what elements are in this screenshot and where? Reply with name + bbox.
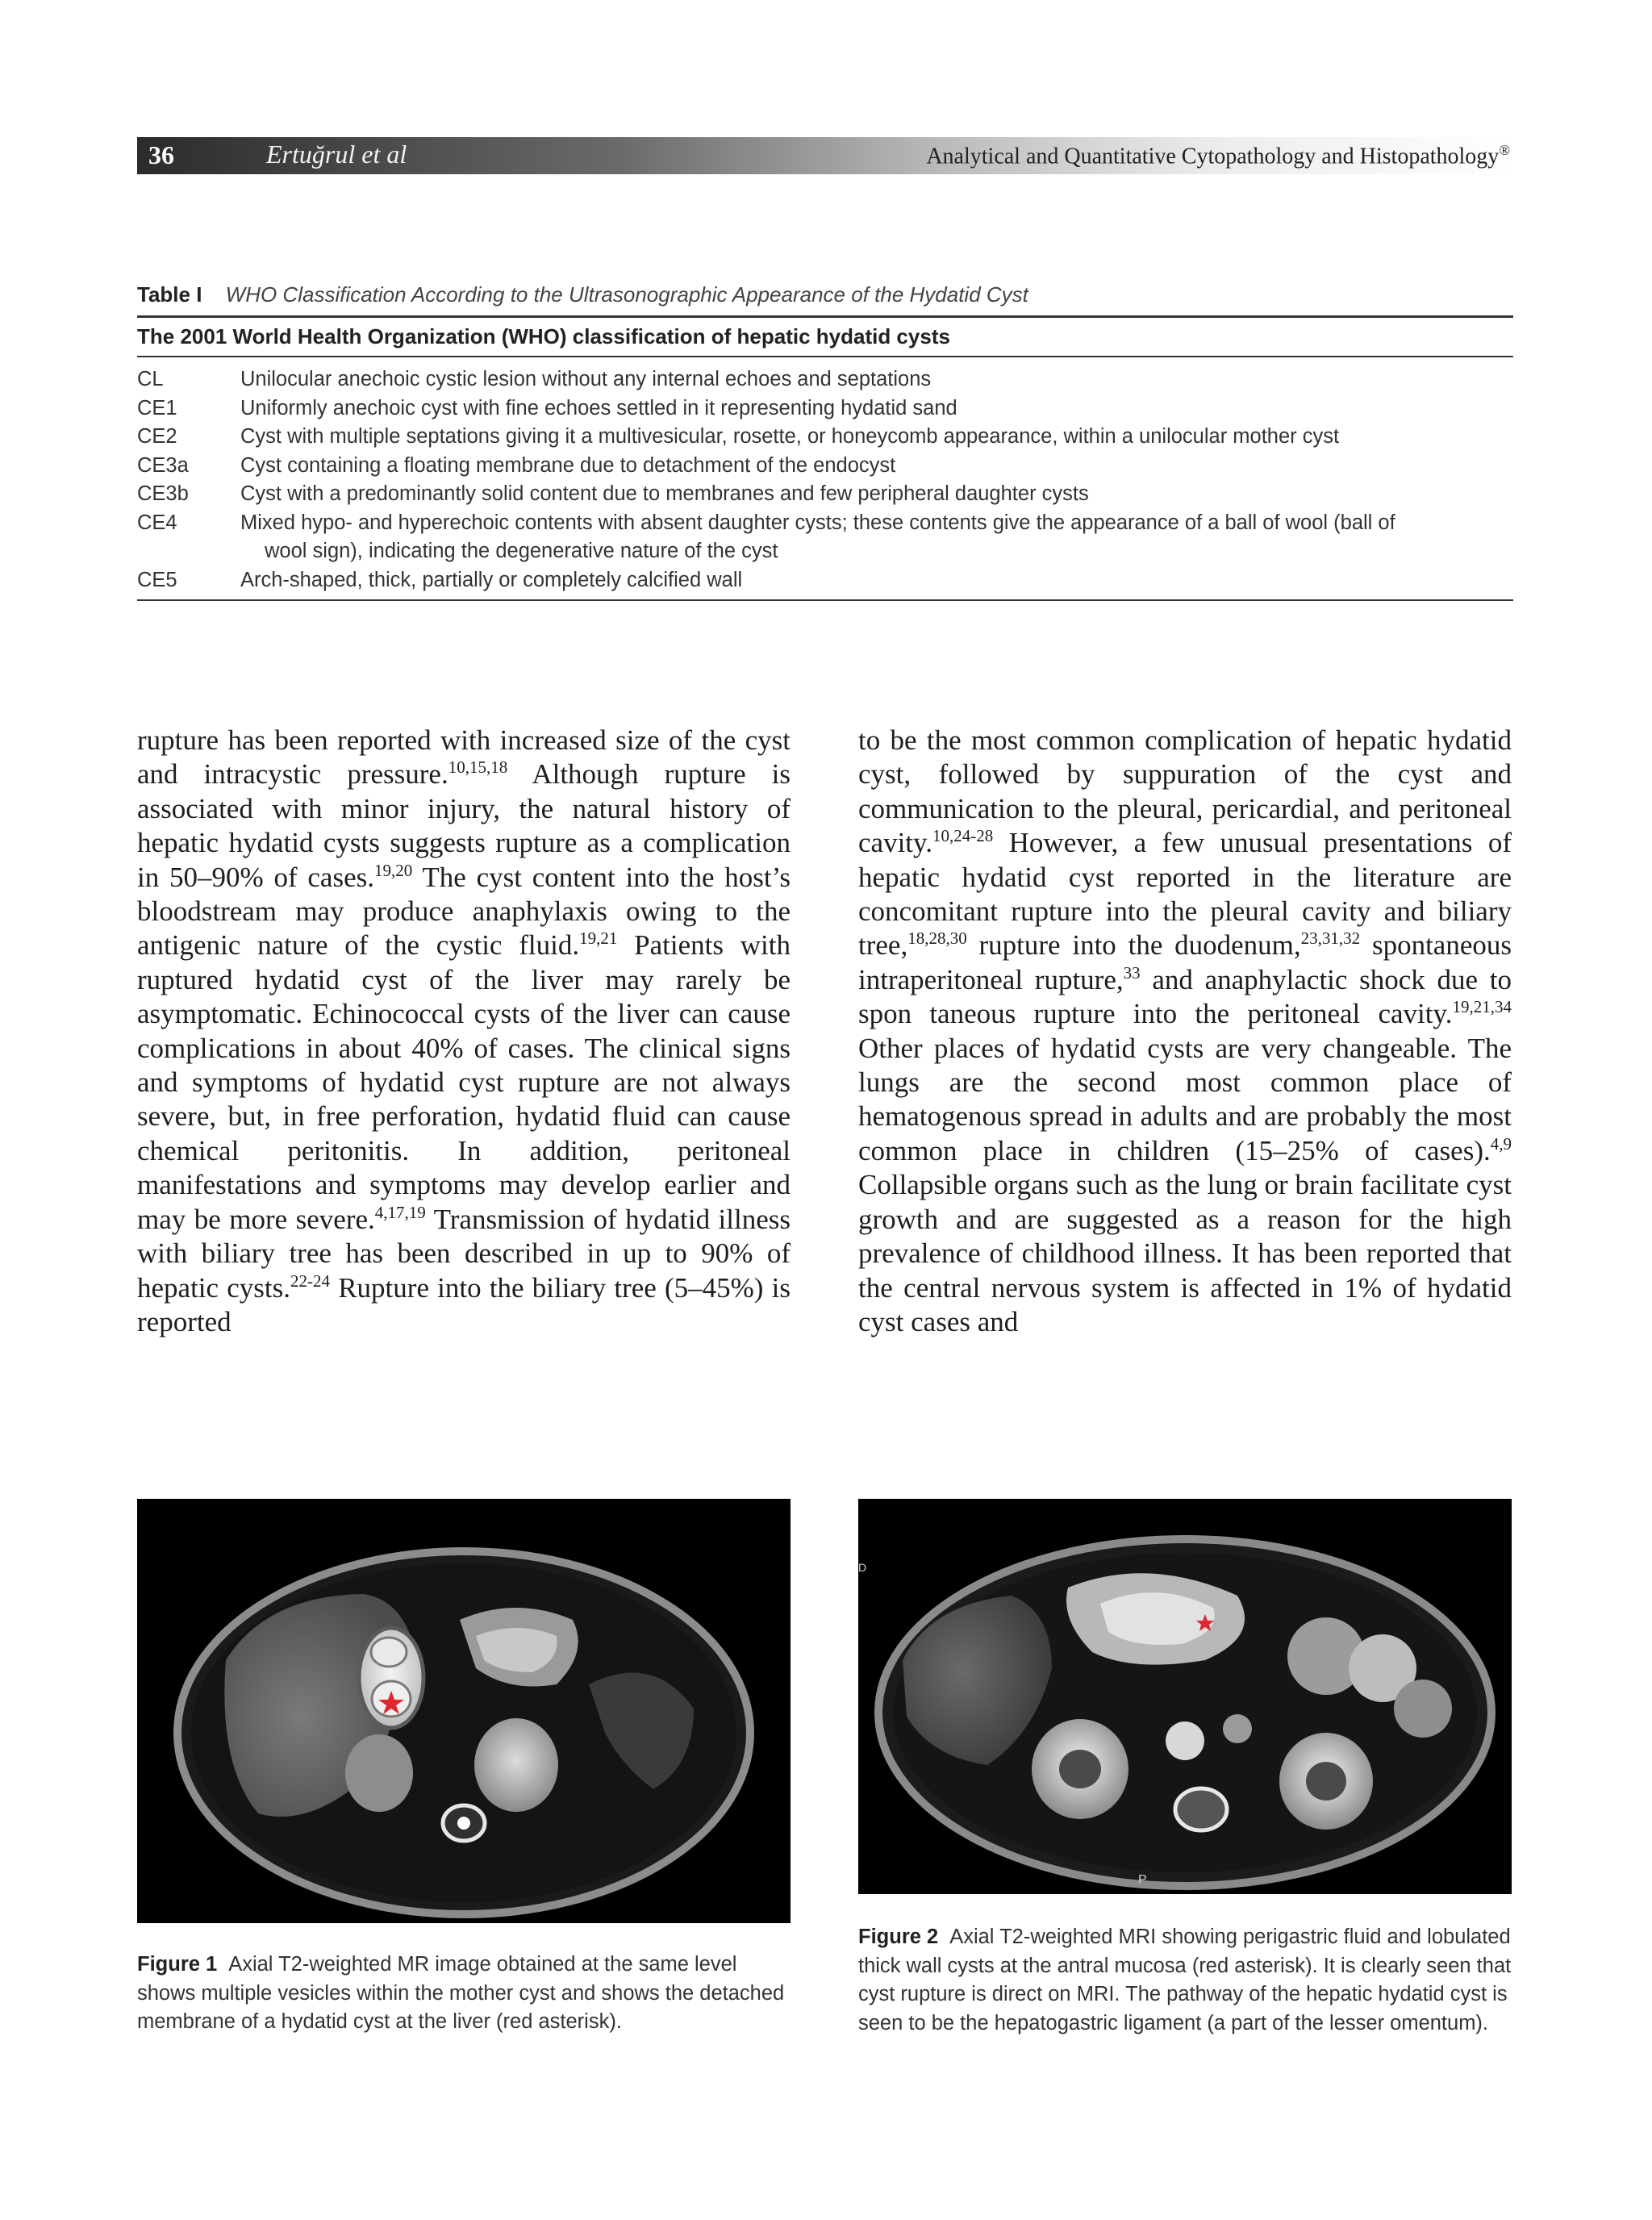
body-text-segment: Rupture into the biliary tree (5–45%) is reported — [137, 1271, 791, 1337]
mri-axial-liver-image — [137, 1499, 791, 1923]
description-text: Cyst containing a floating membrane due to detachment of the endocyst — [240, 453, 896, 477]
body-text-segment: Collapsible organs such as the lung or brain facilitate cyst growth and are suggested as a reason for the high prevalence of childhood illness. It has been reported that the central nervous system is affected in 1% of hydatid cyst cases and — [858, 1169, 1512, 1337]
classification-code: CE3b — [137, 482, 189, 505]
figure-1-label: Figure 1 — [137, 1953, 218, 1976]
body-text-segment: Patients with ruptured hydatid cyst of the liver may rarely be asymptomatic. Echinococcal cysts of the liver can cause complications in about 40% of cases. The clinical signs and symptoms of hydatid cyst rupture are not always severe, but, in free perforation, hydatid fluid can cause chemical peritonitis. In addition, peritoneal manifestations and symptoms may develop earlier and may be more severe. — [137, 929, 791, 1235]
table-heading: The 2001 World Health Organization (WHO) classification of hepatic hydatid cysts — [137, 324, 950, 348]
body-column-right — [858, 724, 1512, 1339]
body-text-segment: rupture has been reported with increased size of the cyst and intracystic pressure. — [137, 724, 791, 791]
body-text-segment: spontaneous intraperitoneal rupture, — [858, 929, 1512, 995]
table-body — [137, 357, 1513, 599]
table-row — [137, 394, 1513, 424]
mri-axial-abdomen-image — [858, 1499, 1512, 1894]
citation-superscript: 4,9 — [1490, 1133, 1512, 1154]
classification-description — [240, 509, 1513, 566]
classification-description — [240, 423, 1513, 452]
classification-description — [240, 394, 1513, 424]
classification-description — [240, 452, 1513, 481]
journal-name: Analytical and Quantitative Cytopathology and Histopathology — [926, 144, 1500, 169]
body-text-segment: However, a few unusual presentations of hepatic hydatid cyst reported in the literature are concomitant rupture into the pleural cavity and biliary tree, — [858, 827, 1512, 962]
citation-superscript: 10,24-28 — [932, 826, 994, 846]
body-text-segment: rupture into the duodenum, — [966, 929, 1301, 962]
figure-2-caption-text: Axial T2-weighted MRI showing perigastric fluid and lobulated thick wall cysts at the antral mucosa (red asterisk). It is clearly seen that cyst rupture is direct on MRI. The pathway of the hepatic hydatid cyst is seen to be the hepatogastric ligament (a part of the lesser omentum). — [858, 1926, 1512, 2034]
running-header — [137, 137, 1513, 174]
figure-2-label: Figure 2 — [858, 1926, 939, 1948]
table-row — [137, 509, 1513, 566]
citation-superscript: 23,31,32 — [1300, 928, 1361, 949]
body-text-segment: Other places of hydatid cysts are very changeable. The lungs are the second most common place of hematogenous spread in adults and are probably the most common place in children (15–25% of cases). — [858, 1032, 1512, 1166]
description-text: Uniformly anechoic cyst with fine echoes settled in it representing hydatid sand — [240, 396, 957, 419]
description-text: Cyst with multiple septations giving it a multivesicular, rosette, or honeycomb appearance, within a unilocular mother cyst — [240, 425, 1340, 448]
body-text-segment: The cyst content into the host’s bloodstream may produce anaphylaxis owing to the antigenic nature of the cystic fluid. — [137, 861, 791, 962]
figure-2-mri-image — [858, 1499, 1512, 1894]
body-text-segment: Transmission of hydatid illness with biliary tree has been described in up to 90% of hepatic cysts. — [137, 1203, 791, 1304]
description-text: Mixed hypo- and hyperechoic contents with absent daughter cysts; these contents give the appearance of a ball of wool (ball of — [240, 511, 1395, 534]
orientation-marker-p: P — [1138, 1873, 1147, 1887]
table-row — [137, 423, 1513, 452]
body-text-segment: and anaphylactic shock due to spon taneous rupture into the peritoneal cavity. — [858, 963, 1512, 1030]
orientation-marker-edge: D — [858, 1561, 867, 1574]
citation-superscript: 22-24 — [290, 1271, 331, 1291]
table-label: Table I — [137, 282, 202, 307]
body-column-left — [137, 724, 791, 1339]
citation-superscript: 18,28,30 — [907, 928, 967, 949]
classification-description — [240, 480, 1513, 509]
citation-superscript: 4,17,19 — [374, 1202, 426, 1222]
figure-1-mri-image — [137, 1499, 791, 1923]
table-row — [137, 452, 1513, 481]
table-row — [137, 480, 1513, 509]
classification-code: CE3a — [137, 453, 189, 477]
citation-superscript: 19,21 — [579, 928, 618, 949]
description-text: Cyst with a predominantly solid content due to membranes and few peripheral daughter cysts — [240, 482, 1089, 505]
citation-superscript: 33 — [1123, 962, 1141, 983]
classification-description — [240, 566, 1513, 595]
table-row — [137, 566, 1513, 595]
figure-1-caption — [137, 1951, 791, 2037]
table-caption — [137, 282, 1513, 307]
table-rule-bottom — [137, 599, 1513, 601]
journal-title — [926, 142, 1510, 169]
classification-code: CE2 — [137, 425, 177, 448]
classification-code: CE1 — [137, 396, 177, 419]
body-text-segment: to be the most common complication of hepatic hydatid cyst, followed by suppuration of the cyst and communication to the pleural, pericardial, and peritoneal cavity. — [858, 724, 1512, 859]
figure-1-caption-text: Axial T2-weighted MR image obtained at the same level shows multiple vesicles within the mother cyst and shows the detached membrane of a hydatid cyst at the liver (red asterisk). — [137, 1953, 785, 2033]
table-row — [137, 365, 1513, 394]
description-text: Unilocular anechoic cystic lesion without any internal echoes and septations — [240, 368, 932, 390]
registered-mark: ® — [1499, 142, 1510, 158]
figure-2-caption — [858, 1923, 1512, 2038]
running-authors: Ertuğrul et al — [266, 140, 407, 169]
description-continuation: wool sign), indicating the degenerative nature of the cyst — [265, 540, 778, 562]
table-1 — [137, 282, 1513, 601]
citation-superscript: 19,21,34 — [1452, 997, 1512, 1017]
page-number: 36 — [148, 140, 174, 169]
classification-code: CL — [137, 368, 164, 390]
body-text-segment: Although rupture is associated with minor injury, the natural history of hepatic hydatid cysts suggests rupture as a complication in 50–90% of cases. — [137, 758, 791, 893]
classification-code: CE4 — [137, 511, 177, 534]
citation-superscript: 19,20 — [373, 860, 413, 880]
classification-description — [240, 365, 1513, 394]
classification-code: CE5 — [137, 568, 177, 591]
citation-superscript: 10,15,18 — [448, 757, 508, 778]
table-title: WHO Classification According to the Ultrasonographic Appearance of the Hydatid Cyst — [225, 282, 1028, 307]
description-text: Arch-shaped, thick, partially or completely calcified wall — [240, 568, 743, 591]
